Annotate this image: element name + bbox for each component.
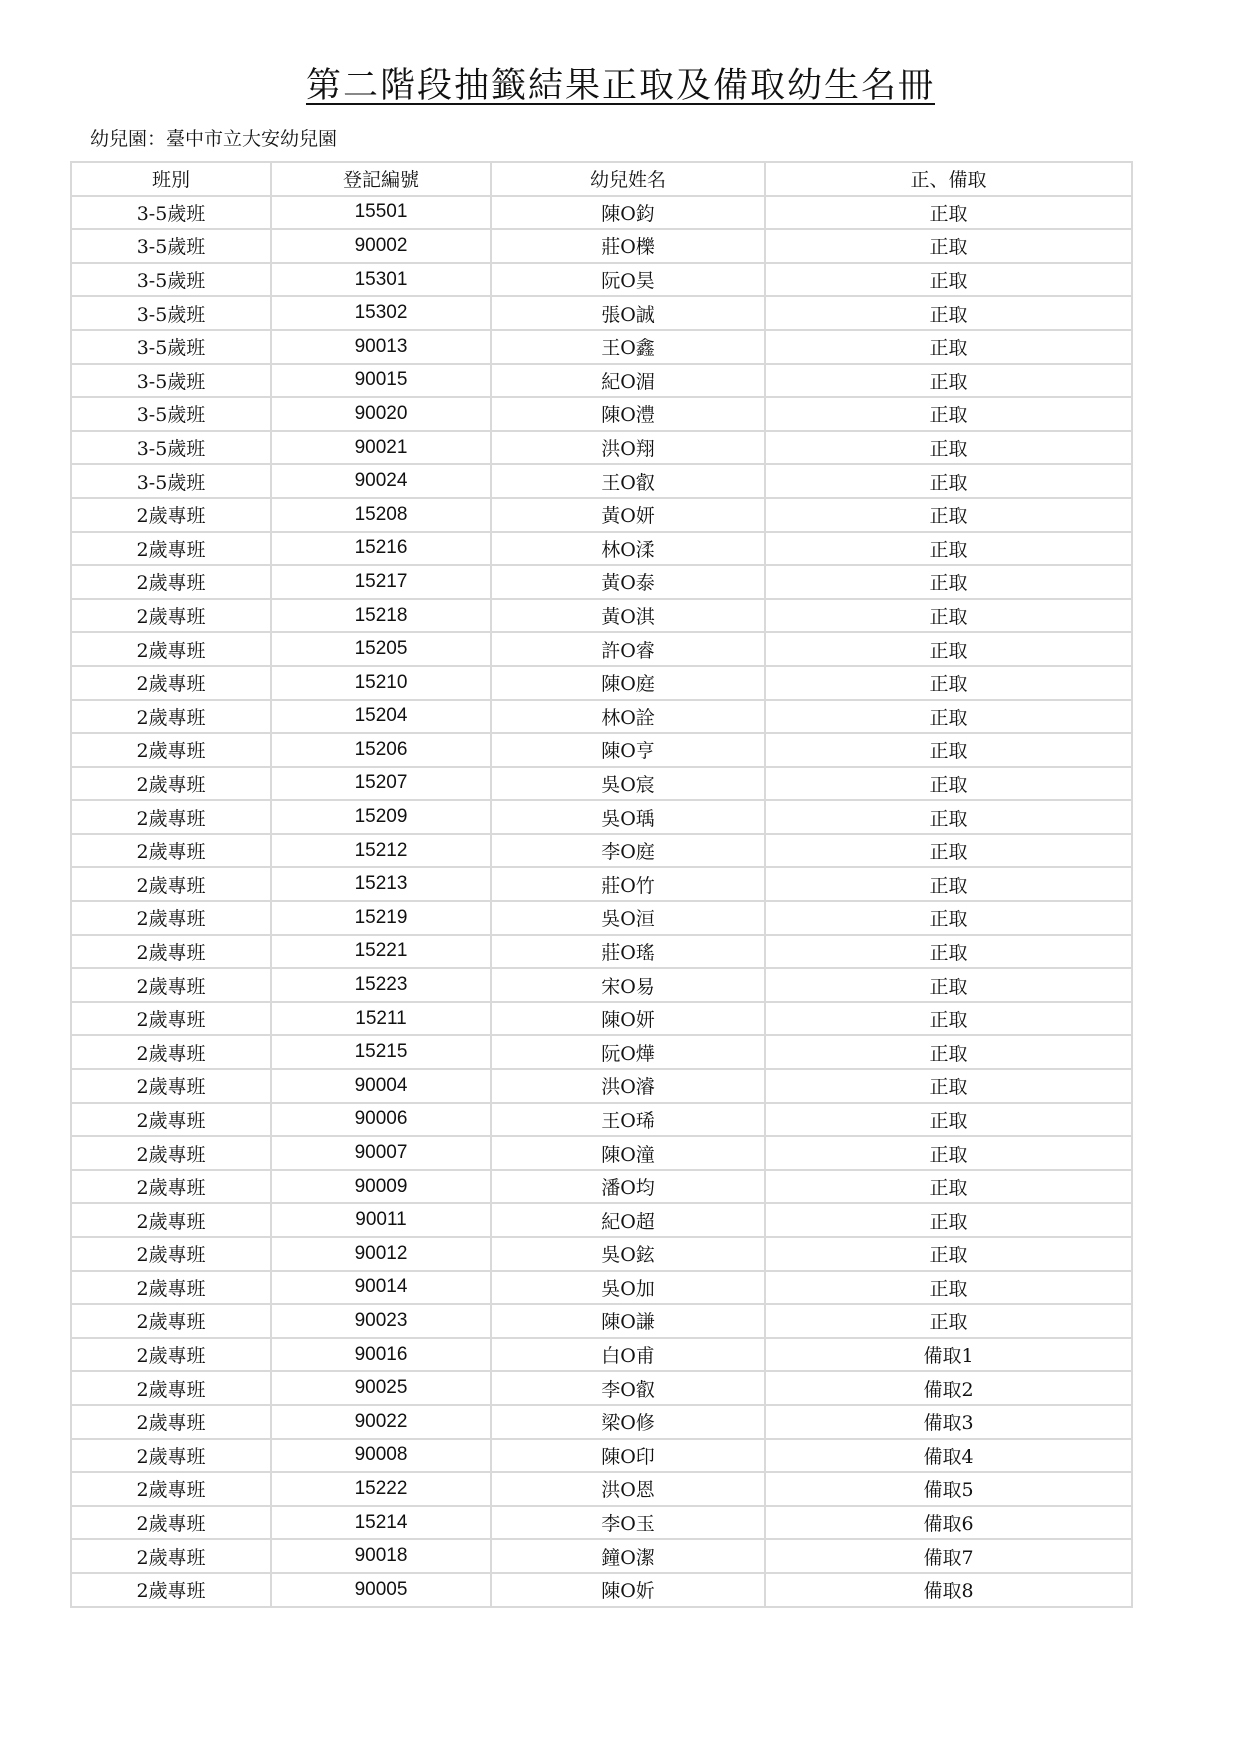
table-row (71, 1271, 1132, 1305)
class-cell: 2歲專班 (71, 599, 271, 633)
registration-number-cell: 15207 (271, 767, 491, 801)
child-name-cell: 吳O加 (491, 1271, 765, 1305)
registration-number-cell: 15302 (271, 296, 491, 330)
class-cell: 2歲專班 (71, 1002, 271, 1036)
registration-number-cell: 90024 (271, 464, 491, 498)
class-cell: 2歲專班 (71, 1271, 271, 1305)
table-row (71, 632, 1132, 666)
child-name-cell: 林O詮 (491, 700, 765, 734)
registration-number-cell: 90021 (271, 431, 491, 465)
admission-status-cell: 正取 (765, 464, 1132, 498)
admission-status-cell: 正取 (765, 935, 1132, 969)
table-row (71, 229, 1132, 263)
class-cell: 3-5歲班 (71, 263, 271, 297)
registration-number-cell: 15221 (271, 935, 491, 969)
admission-status-cell: 正取 (765, 1136, 1132, 1170)
registration-number-cell: 15209 (271, 800, 491, 834)
admission-status-cell: 正取 (765, 1203, 1132, 1237)
table-row (71, 498, 1132, 532)
registration-number-cell: 15223 (271, 968, 491, 1002)
registration-number-cell: 15218 (271, 599, 491, 633)
admission-status-cell: 正取 (765, 397, 1132, 431)
registration-number-cell: 15211 (271, 1002, 491, 1036)
class-cell: 3-5歲班 (71, 196, 271, 230)
registration-number-cell: 90008 (271, 1439, 491, 1473)
registration-number-cell: 90023 (271, 1304, 491, 1338)
admission-status-cell: 正取 (765, 834, 1132, 868)
registration-number-cell: 90015 (271, 364, 491, 398)
table-row (71, 1506, 1132, 1540)
class-cell: 2歲專班 (71, 733, 271, 767)
registration-number-cell: 15214 (271, 1506, 491, 1540)
child-name-cell: 洪O濬 (491, 1069, 765, 1103)
table-row (71, 1371, 1132, 1405)
table-body (71, 196, 1132, 1607)
admission-status-cell: 正取 (765, 1069, 1132, 1103)
child-name-cell: 莊O瑤 (491, 935, 765, 969)
class-cell: 2歲專班 (71, 1472, 271, 1506)
table-row (71, 1035, 1132, 1069)
admission-status-cell: 正取 (765, 431, 1132, 465)
child-name-cell: 王O鑫 (491, 330, 765, 364)
class-cell: 2歲專班 (71, 867, 271, 901)
table-row (71, 1338, 1132, 1372)
admission-status-cell: 備取5 (765, 1472, 1132, 1506)
child-name-cell: 黃O淇 (491, 599, 765, 633)
registration-number-cell: 15219 (271, 901, 491, 935)
class-cell: 2歲專班 (71, 1069, 271, 1103)
table-row (71, 700, 1132, 734)
table-row (71, 733, 1132, 767)
table-row (71, 464, 1132, 498)
admission-status-cell: 正取 (765, 733, 1132, 767)
registration-number-cell: 90025 (271, 1371, 491, 1405)
admission-status-cell: 正取 (765, 1170, 1132, 1204)
registration-number-cell: 90022 (271, 1405, 491, 1439)
table-row (71, 1002, 1132, 1036)
column-header-child-name: 幼兒姓名 (491, 162, 765, 196)
kindergarten-label: 幼兒園：臺中市立大安幼兒園 (90, 128, 338, 150)
child-name-cell: 陳O庭 (491, 666, 765, 700)
child-name-cell: 陳O妡 (491, 1573, 765, 1607)
registration-number-cell: 90002 (271, 229, 491, 263)
admission-status-cell: 正取 (765, 1103, 1132, 1137)
page-title-text: 第二階段抽籤結果正取及備取幼生名冊 (305, 66, 935, 106)
table-row (71, 296, 1132, 330)
class-cell: 2歲專班 (71, 1136, 271, 1170)
registration-number-cell: 15501 (271, 196, 491, 230)
class-cell: 2歲專班 (71, 1304, 271, 1338)
class-cell: 2歲專班 (71, 1439, 271, 1473)
column-header-registration-number: 登記編號 (271, 162, 491, 196)
child-name-cell: 紀O湄 (491, 364, 765, 398)
registration-number-cell: 90005 (271, 1573, 491, 1607)
child-name-cell: 陳O鈞 (491, 196, 765, 230)
table-row (71, 1170, 1132, 1204)
child-name-cell: 陳O印 (491, 1439, 765, 1473)
registration-number-cell: 90011 (271, 1203, 491, 1237)
class-cell: 2歲專班 (71, 700, 271, 734)
table-row (71, 901, 1132, 935)
table-row (71, 1405, 1132, 1439)
class-cell: 3-5歲班 (71, 364, 271, 398)
table-row (71, 1573, 1132, 1607)
table-row (71, 263, 1132, 297)
table-row (71, 767, 1132, 801)
class-cell: 2歲專班 (71, 532, 271, 566)
registration-number-cell: 15210 (271, 666, 491, 700)
table-row (71, 1304, 1132, 1338)
class-cell: 2歲專班 (71, 1237, 271, 1271)
admission-status-cell: 正取 (765, 1002, 1132, 1036)
child-name-cell: 鐘O潔 (491, 1539, 765, 1573)
child-name-cell: 吳O鉉 (491, 1237, 765, 1271)
child-name-cell: 張O誠 (491, 296, 765, 330)
registration-number-cell: 15222 (271, 1472, 491, 1506)
registration-number-cell: 90012 (271, 1237, 491, 1271)
class-cell: 2歲專班 (71, 1170, 271, 1204)
class-cell: 2歲專班 (71, 498, 271, 532)
admission-status-cell: 正取 (765, 901, 1132, 935)
admission-status-cell: 正取 (765, 1237, 1132, 1271)
admission-status-cell: 正取 (765, 296, 1132, 330)
registration-number-cell: 15217 (271, 565, 491, 599)
child-name-cell: 王O琋 (491, 1103, 765, 1137)
class-cell: 3-5歲班 (71, 330, 271, 364)
admission-status-cell: 正取 (765, 767, 1132, 801)
class-cell: 3-5歲班 (71, 296, 271, 330)
child-name-cell: 紀O超 (491, 1203, 765, 1237)
child-name-cell: 阮O燁 (491, 1035, 765, 1069)
table-row (71, 431, 1132, 465)
admission-status-cell: 正取 (765, 565, 1132, 599)
class-cell: 2歲專班 (71, 632, 271, 666)
table-row (71, 968, 1132, 1002)
registration-number-cell: 15216 (271, 532, 491, 566)
admission-status-cell: 正取 (765, 632, 1132, 666)
table-row (71, 800, 1132, 834)
class-cell: 2歲專班 (71, 834, 271, 868)
child-name-cell: 陳O亨 (491, 733, 765, 767)
table-row (71, 330, 1132, 364)
registration-number-cell: 90004 (271, 1069, 491, 1103)
class-cell: 3-5歲班 (71, 397, 271, 431)
registration-number-cell: 90016 (271, 1338, 491, 1372)
class-cell: 2歲專班 (71, 935, 271, 969)
admission-status-cell: 正取 (765, 263, 1132, 297)
class-cell: 3-5歲班 (71, 464, 271, 498)
child-name-cell: 莊O櫟 (491, 229, 765, 263)
registration-number-cell: 90013 (271, 330, 491, 364)
table-row (71, 834, 1132, 868)
registration-number-cell: 15301 (271, 263, 491, 297)
class-cell: 2歲專班 (71, 1405, 271, 1439)
child-name-cell: 宋O易 (491, 968, 765, 1002)
child-name-cell: 李O庭 (491, 834, 765, 868)
admission-status-cell: 正取 (765, 532, 1132, 566)
child-name-cell: 黃O泰 (491, 565, 765, 599)
child-name-cell: 洪O恩 (491, 1472, 765, 1506)
registration-number-cell: 90006 (271, 1103, 491, 1137)
admission-status-cell: 備取7 (765, 1539, 1132, 1573)
child-name-cell: 王O叡 (491, 464, 765, 498)
class-cell: 2歲專班 (71, 1539, 271, 1573)
class-cell: 2歲專班 (71, 1573, 271, 1607)
table-row (71, 1136, 1132, 1170)
class-cell: 2歲專班 (71, 901, 271, 935)
class-cell: 2歲專班 (71, 1203, 271, 1237)
child-name-cell: 梁O修 (491, 1405, 765, 1439)
class-cell: 2歲專班 (71, 767, 271, 801)
table-row (71, 1103, 1132, 1137)
registration-number-cell: 15212 (271, 834, 491, 868)
class-cell: 3-5歲班 (71, 431, 271, 465)
registration-number-cell: 90018 (271, 1539, 491, 1573)
admission-status-cell: 備取3 (765, 1405, 1132, 1439)
table-row (71, 1472, 1132, 1506)
class-cell: 2歲專班 (71, 666, 271, 700)
registration-number-cell: 90007 (271, 1136, 491, 1170)
registration-number-cell: 15205 (271, 632, 491, 666)
table-row (71, 1203, 1132, 1237)
registration-number-cell: 15208 (271, 498, 491, 532)
registration-number-cell: 90014 (271, 1271, 491, 1305)
admission-status-cell: 正取 (765, 700, 1132, 734)
column-header-admission-status: 正、備取 (765, 162, 1132, 196)
admission-status-cell: 備取6 (765, 1506, 1132, 1540)
class-cell: 3-5歲班 (71, 229, 271, 263)
table-row (71, 1539, 1132, 1573)
admission-status-cell: 正取 (765, 1035, 1132, 1069)
class-cell: 2歲專班 (71, 968, 271, 1002)
table-row (71, 1439, 1132, 1473)
admission-status-cell: 正取 (765, 1271, 1132, 1305)
class-cell: 2歲專班 (71, 1506, 271, 1540)
registration-number-cell: 90020 (271, 397, 491, 431)
admission-status-cell: 正取 (765, 498, 1132, 532)
registration-number-cell: 15204 (271, 700, 491, 734)
table-row (71, 666, 1132, 700)
child-name-cell: 林O渘 (491, 532, 765, 566)
admission-status-cell: 正取 (765, 968, 1132, 1002)
class-cell: 2歲專班 (71, 1338, 271, 1372)
child-name-cell: 阮O昊 (491, 263, 765, 297)
child-name-cell: 李O叡 (491, 1371, 765, 1405)
child-name-cell: 潘O均 (491, 1170, 765, 1204)
table-row (71, 599, 1132, 633)
child-name-cell: 李O玉 (491, 1506, 765, 1540)
child-name-cell: 黃O妍 (491, 498, 765, 532)
child-name-cell: 陳O潼 (491, 1136, 765, 1170)
admission-status-cell: 正取 (765, 599, 1132, 633)
admission-status-cell: 備取4 (765, 1439, 1132, 1473)
admission-status-cell: 備取8 (765, 1573, 1132, 1607)
child-name-cell: 吳O瑀 (491, 800, 765, 834)
child-name-cell: 白O甫 (491, 1338, 765, 1372)
admission-status-cell: 正取 (765, 1304, 1132, 1338)
admission-roster-table (70, 161, 1133, 1608)
child-name-cell: 莊O竹 (491, 867, 765, 901)
child-name-cell: 許O睿 (491, 632, 765, 666)
table-row (71, 1069, 1132, 1103)
admission-status-cell: 正取 (765, 330, 1132, 364)
child-name-cell: 陳O謙 (491, 1304, 765, 1338)
table-header-row (71, 162, 1132, 196)
child-name-cell: 吳O宸 (491, 767, 765, 801)
class-cell: 2歲專班 (71, 1103, 271, 1137)
admission-status-cell: 正取 (765, 196, 1132, 230)
admission-status-cell: 備取1 (765, 1338, 1132, 1372)
table-row (71, 867, 1132, 901)
child-name-cell: 吳O洹 (491, 901, 765, 935)
registration-number-cell: 15206 (271, 733, 491, 767)
table-row (71, 364, 1132, 398)
table-row (71, 532, 1132, 566)
registration-number-cell: 15215 (271, 1035, 491, 1069)
registration-number-cell: 90009 (271, 1170, 491, 1204)
admission-status-cell: 正取 (765, 666, 1132, 700)
admission-status-cell: 正取 (765, 229, 1132, 263)
table-row (71, 1237, 1132, 1271)
class-cell: 2歲專班 (71, 565, 271, 599)
child-name-cell: 陳O妍 (491, 1002, 765, 1036)
class-cell: 2歲專班 (71, 1035, 271, 1069)
table-row (71, 565, 1132, 599)
registration-number-cell: 15213 (271, 867, 491, 901)
table-row (71, 196, 1132, 230)
table-row (71, 935, 1132, 969)
admission-status-cell: 正取 (765, 800, 1132, 834)
class-cell: 2歲專班 (71, 800, 271, 834)
admission-status-cell: 正取 (765, 364, 1132, 398)
admission-status-cell: 備取2 (765, 1371, 1132, 1405)
admission-status-cell: 正取 (765, 867, 1132, 901)
class-cell: 2歲專班 (71, 1371, 271, 1405)
child-name-cell: 洪O翔 (491, 431, 765, 465)
column-header-class: 班別 (71, 162, 271, 196)
child-name-cell: 陳O澧 (491, 397, 765, 431)
table-row (71, 397, 1132, 431)
page-title (0, 58, 1241, 108)
